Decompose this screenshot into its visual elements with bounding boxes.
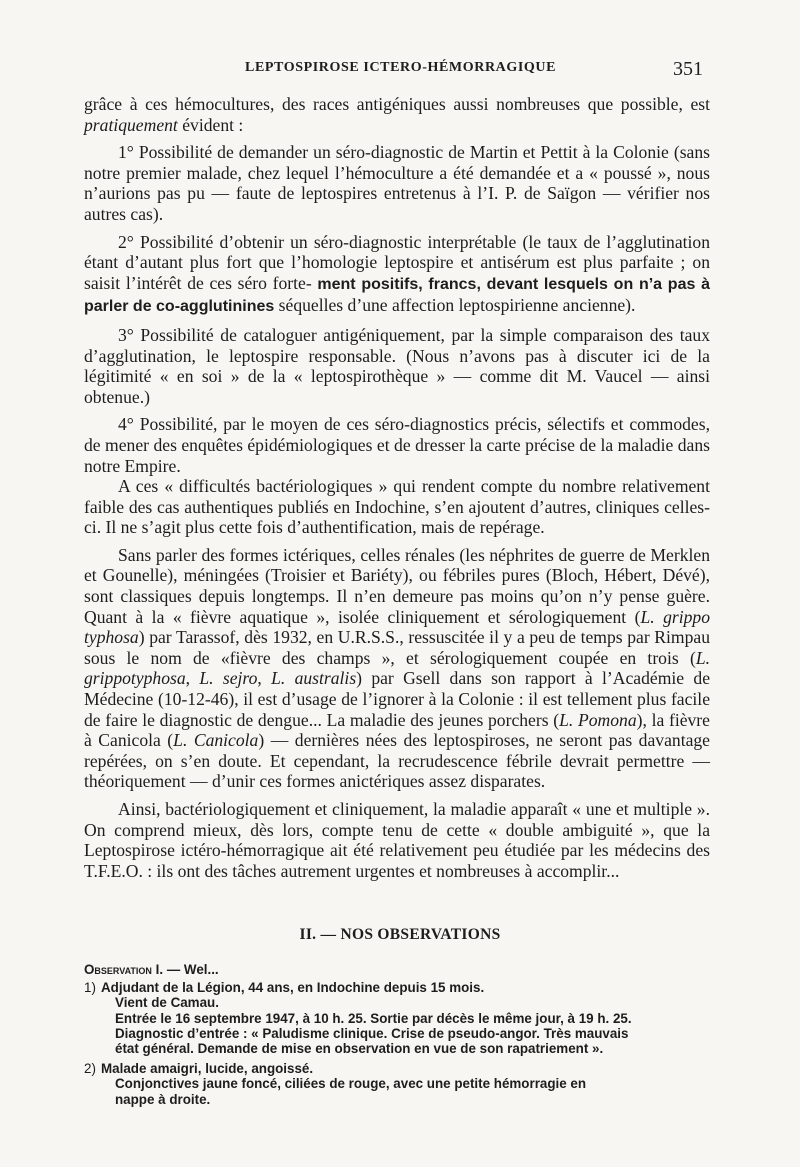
item-line: Vient de Camau.: [115, 995, 219, 1011]
paragraph: 2° Possibilité d’obtenir un séro-diagnostic interprétable (le taux de l’agglutination étant d’autant plus fort que l’homologie leptospire et antisérum est plus parfaite ; on saisit l’intérêt de ces séro forte- ment positifs, francs, devant lesquels on n’a pas à parler de co-agglutinines séquelles d’une affection leptospirienne ancienne).: [84, 231, 711, 316]
observation-item: [84, 980, 724, 1056]
item-line: nappe à droite.: [115, 1091, 211, 1107]
section-title: II. — NOS OBSERVATIONS: [299, 926, 501, 943]
body-text: [84, 94, 710, 888]
item-line: Conjonctives jaune foncé, ciliées de rouge, avec une petite hémorragie en: [115, 1076, 587, 1092]
emphasized-text: ment positifs, francs, devant lesquels on n’a pas à parler de co-agglutinines: [84, 275, 711, 316]
observation-block: [84, 962, 724, 1112]
italic-term: pratiquement: [84, 114, 178, 135]
italic-term: L. grippo typhosa: [84, 606, 710, 648]
paragraph: A ces « difficultés bactériologiques » qui rendent compte du nombre relativement faible des cas authentiques publiés en Indochine, s’en ajoutent d’autres, cliniques celles-ci. Il ne s’agit plus cette fois d’authentification, mais de repérage.: [84, 476, 710, 538]
observation-item: [84, 1061, 724, 1107]
paragraph: 4° Possibilité, par le moyen de ces séro-diagnostics précis, sélectifs et commodes, de mener des enquêtes épidémiologiques et de dresser la carte précise de la maladie dans notre Empire.: [84, 414, 710, 476]
item-line: état général. Demande de mise en observation en vue de son rapatriement ».: [115, 1041, 604, 1057]
italic-term: L. grippotyphosa: [84, 647, 710, 689]
page-header: [0, 58, 800, 82]
italic-term: L. sejro: [199, 668, 258, 689]
italic-term: L. Canicola: [173, 730, 259, 751]
item-line: Diagnostic d’entrée : « Paludisme clinique. Crise de pseudo-angor. Très mauvais: [115, 1025, 629, 1041]
paragraph: Sans parler des formes ictériques, celles rénales (les néphrites de guerre de Merklen et Gounelle), méningées (Troisier et Bariéty), ou fébriles pures (Bloch, Hébert, Dévé), sont classiques depuis longtemps. Il n’en demeure pas moins qu’on n’y pense guère. Quant à la « fièvre aquatique », isolée cliniquement et sérologiquement (L. grippo typhosa) par Tarassof, dès 1932, en U.R.S.S., ressuscitée il y a peu de temps par Rimpau sous le nom de «fièvre des champs », et sérologiquement coupée en trois (L. grippotyphosa, L. sejro, L. australis) par Gsell dans son rapport à l’Académie de Médecine (10-12-46), il est d’usage de l’ignorer à la Colonie : il est tellement plus facile de faire le diagnostic de dengue... La maladie des jeunes porchers (L. Pomona), la fièvre à Canicola (L. Canicola) — dernières nées des leptospiroses, ne seront pas davantage repérées, on s’en doute. Et cependant, la recrudescence fébrile devrait permettre — théoriquement — d’unir ces formes anictériques assez disparates.: [84, 544, 710, 792]
paragraph: Ainsi, bactériologiquement et cliniquement, la maladie apparaît « une et multiple ». On comprend mieux, dès lors, compte tenu de cette « double ambiguité », que la Leptospirose ictéro-hémorragique ait été relativement peu étudiée par les médecins des T.F.E.O. : ils ont des tâches autrement urgentes et nombreuses à accomplir...: [84, 799, 710, 881]
page-number: 351: [673, 58, 703, 80]
paragraph: 1° Possibilité de demander un séro-diagnostic de Martin et Pettit à la Colonie (sans notre premier malade, chez lequel l’hémoculture a été demandée et a « poussé », nous n’aurions pas pu — faute de leptospires entretenus à l’I. P. de Saïgon — vérifier nos autres cas).: [84, 142, 710, 224]
item-line: Entrée le 16 septembre 1947, à 10 h. 25. Sortie par décès le même jour, à 19 h. 25.: [115, 1010, 632, 1026]
item-line: Adjudant de la Légion, 44 ans, en Indochine depuis 15 mois.: [101, 980, 485, 996]
observation-title: Observation I. — Wel...: [84, 962, 219, 977]
italic-term: L. Pomona: [559, 709, 637, 730]
item-number: 1): [84, 980, 96, 996]
running-title: LEPTOSPIROSE ICTERO-HÉMORRAGIQUE: [245, 60, 557, 75]
item-number: 2): [84, 1061, 96, 1077]
italic-term: L. australis: [271, 668, 357, 689]
item-line: Malade amaigri, lucide, angoissé.: [101, 1061, 314, 1077]
paragraph: grâce à ces hémocultures, des races antigéniques aussi nombreuses que possible, est pratiquement évident :: [84, 94, 710, 135]
paragraph: 3° Possibilité de cataloguer antigéniquement, par la simple comparaison des taux d’agglutination, le leptospire responsable. (Nous n’avons pas à discuter ici de la légitimité « en soi » de la « leptospirothèque » — comme dit M. Vaucel — ainsi obtenue.): [84, 324, 710, 407]
